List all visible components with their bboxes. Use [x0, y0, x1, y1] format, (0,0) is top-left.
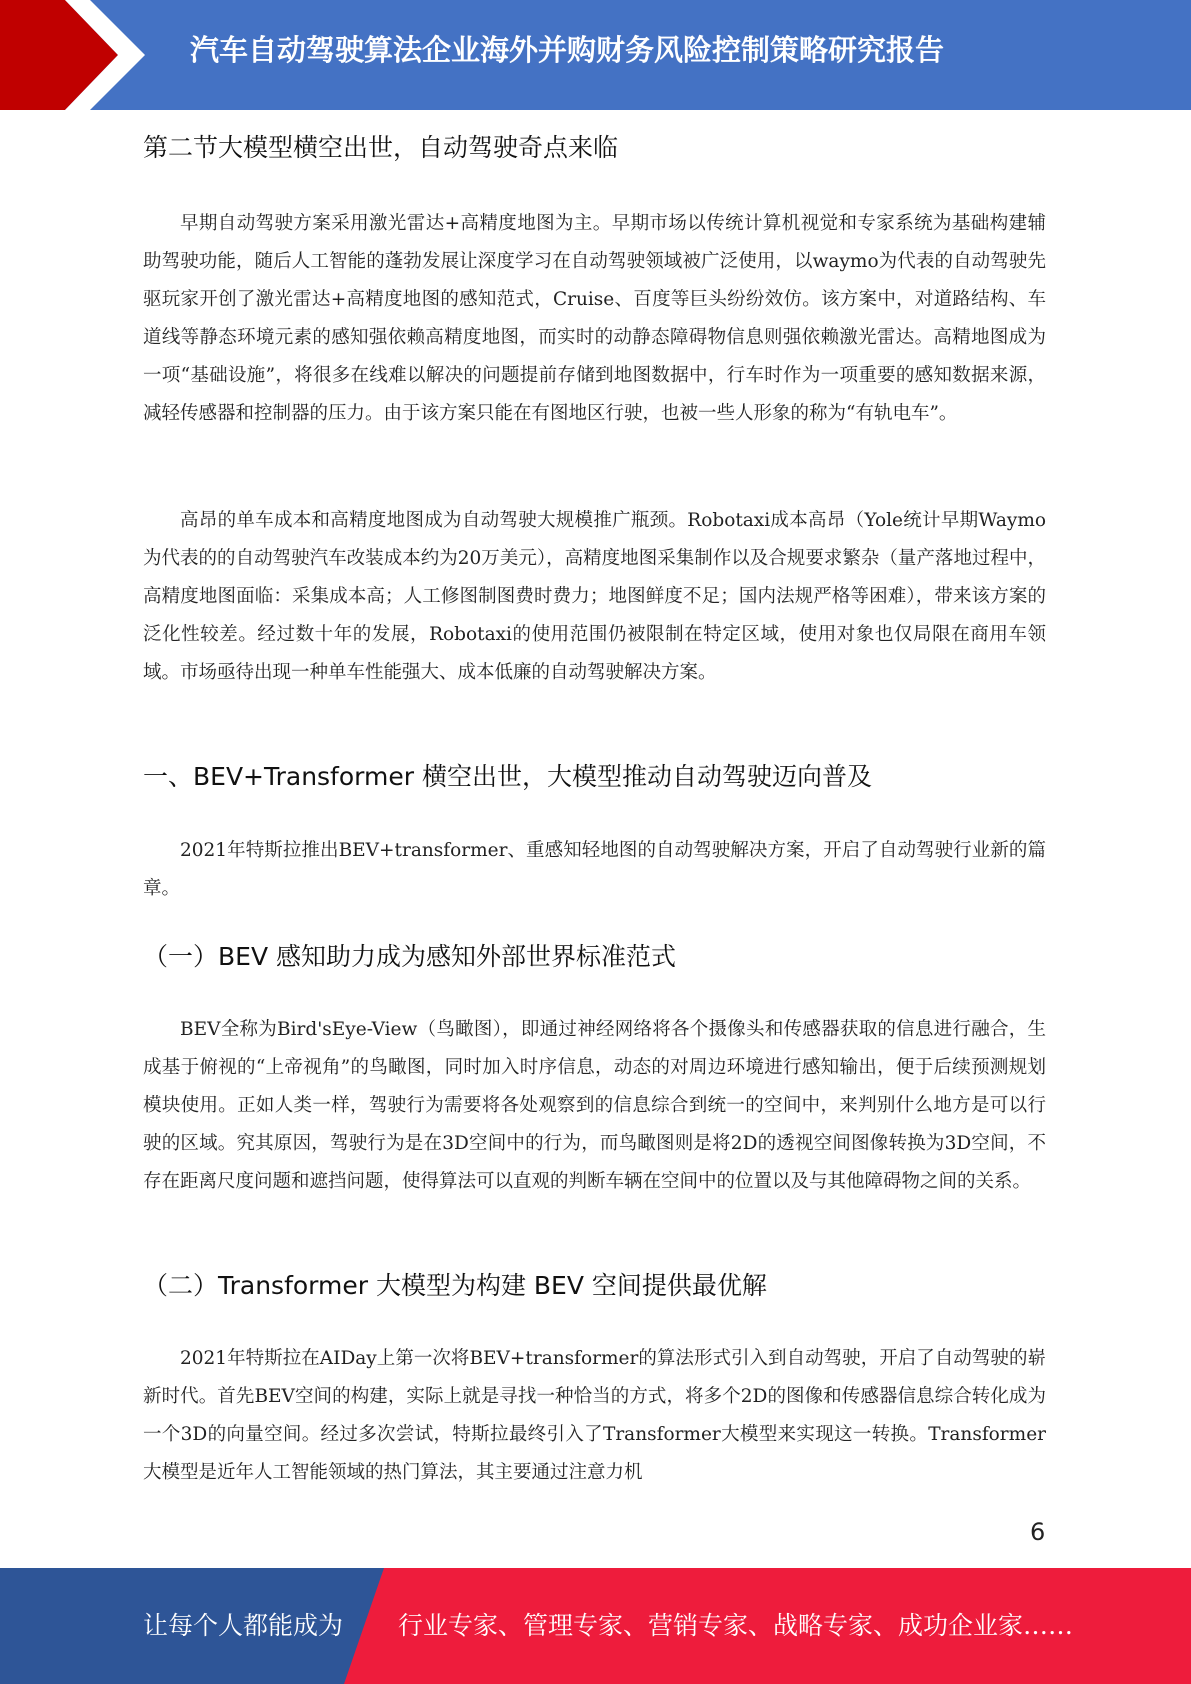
header-chevron-decoration [0, 0, 160, 110]
section-heading: 第二节大模型横空出世，自动驾驶奇点来临 [143, 133, 619, 162]
paragraph: BEV全称为Bird'sEye-View（鸟瞰图），即通过神经网络将各个摄像头和传感器获取的信息进行融合，生成基于俯视的“上帝视角”的鸟瞰图，同时加入时序信息，动态的对周边环境进行感知输出，便于后续预测规划模块使用。正如人类一样，驾驶行为需要将各处观察到的信息综合到统一的空间中，来判别什么地方是可以行驶的区域。究其原因，驾驶行为是在3D空间中的行为，而鸟瞰图则是将2D的透视空间图像转换为3D空间，不存在距离尺度问题和遮挡问题，使得算法可以直观的判断车辆在空间中的位置以及与其他障碍物之间的关系。 [143, 1019, 1046, 1192]
page-header [0, 0, 1191, 110]
footer-slogan-right: 行业专家、管理专家、营销专家、战略专家、成功企业家…… [398, 1611, 1074, 1640]
paragraph: 高昂的单车成本和高精度地图成为自动驾驶大规模推广瓶颈。Robotaxi成本高昂（Yole统计早期Waymo为代表的的自动驾驶汽车改装成本约为20万美元），高精度地图采集制作以及合规要求繁杂（量产落地过程中，高精度地图面临：采集成本高；人工修图制图费时费力；地图鲜度不足；国内法规严格等困难），带来该方案的泛化性较差。经过数十年的发展，Robotaxi的使用范围仍被限制在特定区域，使用对象也仅局限在商用车领域。市场亟待出现一种单车性能强大、成本低廉的自动驾驶解决方案。 [143, 510, 1046, 683]
paragraph: 早期自动驾驶方案采用激光雷达+高精度地图为主。早期市场以传统计算机视觉和专家系统为基础构建辅助驾驶功能，随后人工智能的蓬勃发展让深度学习在自动驾驶领域被广泛使用，以waymo为代表的自动驾驶先驱玩家开创了激光雷达+高精度地图的感知范式，Cruise、百度等巨头纷纷效仿。该方案中，对道路结构、车道线等静态环境元素的感知强依赖高精度地图，而实时的动静态障碍物信息则强依赖激光雷达。高精地图成为一项“基础设施”，将很多在线难以解决的问题提前存储到地图数据中，行车时作为一项重要的感知数据来源，减轻传感器和控制器的压力。由于该方案只能在有图地区行驶，也被一些人形象的称为“有轨电车”。 [143, 213, 1046, 424]
paragraph: 2021年特斯拉在AIDay上第一次将BEV+transformer的算法形式引入到自动驾驶，开启了自动驾驶的崭新时代。首先BEV空间的构建，实际上就是寻找一种恰当的方式，将多个2D的图像和传感器信息综合转化成为一个3D的向量空间。经过多次尝试，特斯拉最终引入了Transformer大模型来实现这一转换。Transformer大模型是近年人工智能领域的热门算法，其主要通过注意力机 [143, 1348, 1046, 1483]
page-number: 6 [1030, 1518, 1046, 1546]
page-footer [0, 1568, 1191, 1684]
section-heading: （一）BEV 感知助力成为感知外部世界标准范式 [143, 942, 676, 971]
section-heading: （二）Transformer 大模型为构建 BEV 空间提供最优解 [143, 1271, 767, 1300]
footer-slogan-left: 让每个人都能成为 [143, 1611, 344, 1640]
report-title: 汽车自动驾驶算法企业海外并购财务风险控制策略研究报告 [190, 33, 945, 67]
paragraph: 2021年特斯拉推出BEV+transformer、重感知轻地图的自动驾驶解决方案，开启了自动驾驶行业新的篇章。 [143, 840, 1046, 899]
section-heading: 一、BEV+Transformer 横空出世，大模型推动自动驾驶迈向普及 [143, 762, 872, 791]
